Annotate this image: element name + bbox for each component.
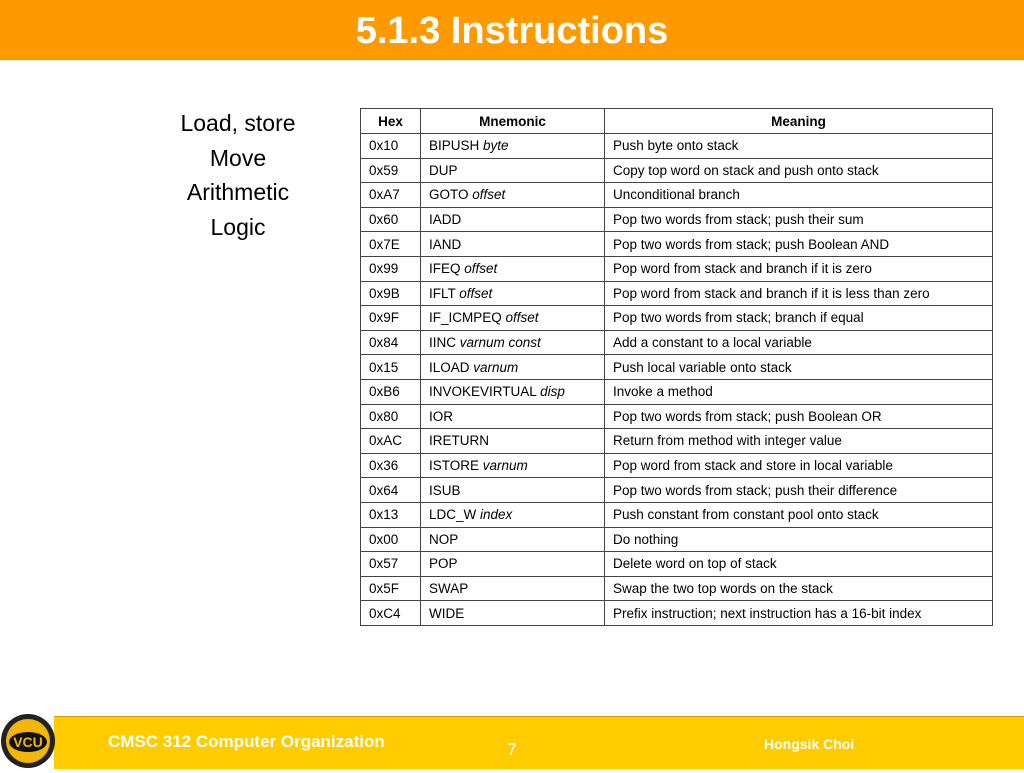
- hex-cell: 0x9F: [361, 306, 421, 331]
- meaning-cell: Pop two words from stack; push Boolean OR: [605, 404, 993, 429]
- meaning-cell: Invoke a method: [605, 379, 993, 404]
- mnemonic-text: ILOAD: [429, 359, 470, 375]
- operand-text: byte: [483, 138, 509, 154]
- hex-cell: 0xB6: [361, 379, 421, 404]
- table-row: [361, 576, 993, 601]
- mnemonic-text: INVOKEVIRTUAL: [429, 384, 537, 400]
- table-row: [361, 601, 993, 626]
- mnemonic-cell: [421, 134, 605, 159]
- mnemonic-cell: [421, 478, 605, 503]
- mnemonic-text: BIPUSH: [429, 138, 480, 154]
- column-header-mnemonic: Mnemonic: [421, 109, 605, 134]
- hex-cell: 0x59: [361, 158, 421, 183]
- mnemonic-cell: [421, 502, 605, 527]
- table-row: [361, 404, 993, 429]
- table-row: [361, 207, 993, 232]
- column-header-meaning: Meaning: [605, 109, 993, 134]
- mnemonic-text: POP: [429, 556, 458, 572]
- hex-cell: 0x5F: [361, 576, 421, 601]
- table-header-row: [361, 109, 993, 134]
- table-row: [361, 379, 993, 404]
- operand-text: varnum: [473, 359, 519, 375]
- table-row: [361, 183, 993, 208]
- meaning-cell: Pop two words from stack; branch if equal: [605, 306, 993, 331]
- hex-cell: 0x60: [361, 207, 421, 232]
- meaning-cell: Pop two words from stack; push their difference: [605, 478, 993, 503]
- hex-cell: 0x15: [361, 355, 421, 380]
- operand-text: offset: [464, 261, 498, 277]
- category-item: Load, store: [180, 110, 296, 136]
- hex-cell: 0x7E: [361, 232, 421, 257]
- hex-cell: 0x9B: [361, 281, 421, 306]
- meaning-cell: Pop two words from stack; push their sum: [605, 207, 993, 232]
- category-item: Move: [209, 144, 267, 171]
- mnemonic-cell: [421, 183, 605, 208]
- mnemonic-text: IRETURN: [429, 433, 489, 449]
- mnemonic-cell: [421, 601, 605, 626]
- mnemonic-text: WIDE: [429, 605, 465, 621]
- hex-cell: 0x64: [361, 478, 421, 503]
- operand-text: offset: [505, 310, 539, 326]
- mnemonic-cell: [421, 256, 605, 281]
- mnemonic-cell: [421, 429, 605, 454]
- meaning-cell: Copy top word on stack and push onto stack: [605, 158, 993, 183]
- mnemonic-cell: [421, 527, 605, 552]
- meaning-cell: Prefix instruction; next instruction has a 16-bit index: [605, 601, 993, 626]
- operand-text: disp: [540, 384, 565, 400]
- hex-cell: 0x57: [361, 552, 421, 577]
- hex-cell: 0xAC: [361, 429, 421, 454]
- table-row: [361, 453, 993, 478]
- meaning-cell: Add a constant to a local variable: [605, 330, 993, 355]
- hex-cell: 0x84: [361, 330, 421, 355]
- author-name: Hongsik Choi: [764, 736, 855, 752]
- mnemonic-text: IOR: [429, 408, 454, 424]
- table-row: [361, 429, 993, 454]
- operand-text: varnum const: [459, 335, 541, 351]
- hex-cell: 0x10: [361, 134, 421, 159]
- meaning-cell: Push local variable onto stack: [605, 355, 993, 380]
- slide-title: 5.1.3 Instructions: [355, 10, 669, 52]
- mnemonic-text: ISUB: [429, 482, 461, 498]
- table-body: [361, 134, 993, 626]
- meaning-cell: Pop word from stack and store in local variable: [605, 453, 993, 478]
- mnemonic-cell: [421, 576, 605, 601]
- meaning-cell: Pop word from stack and branch if it is zero: [605, 256, 993, 281]
- hex-cell: 0x36: [361, 453, 421, 478]
- mnemonic-cell: [421, 379, 605, 404]
- mnemonic-text: ISTORE: [429, 458, 480, 474]
- mnemonic-cell: [421, 552, 605, 577]
- mnemonic-cell: [421, 232, 605, 257]
- table-row: [361, 256, 993, 281]
- operand-text: index: [480, 507, 513, 523]
- mnemonic-text: IFEQ: [429, 261, 461, 277]
- mnemonic-text: GOTO: [429, 187, 469, 203]
- hex-cell: 0x00: [361, 527, 421, 552]
- mnemonic-text: IF_ICMPEQ: [429, 310, 502, 326]
- hex-cell: 0xC4: [361, 601, 421, 626]
- hex-cell: 0x99: [361, 256, 421, 281]
- table-row: [361, 232, 993, 257]
- meaning-cell: Swap the two top words on the stack: [605, 576, 993, 601]
- operand-text: varnum: [482, 458, 528, 474]
- table-row: [361, 134, 993, 159]
- table-row: [361, 478, 993, 503]
- meaning-cell: Push constant from constant pool onto stack: [605, 502, 993, 527]
- mnemonic-cell: [421, 404, 605, 429]
- table-row: [361, 158, 993, 183]
- category-item: Logic: [210, 213, 266, 240]
- table-row: [361, 355, 993, 380]
- table-row: [361, 502, 993, 527]
- mnemonic-text: IFLT: [429, 285, 456, 301]
- mnemonic-text: IADD: [429, 212, 462, 228]
- mnemonic-cell: [421, 306, 605, 331]
- mnemonic-cell: [421, 330, 605, 355]
- meaning-cell: Pop word from stack and branch if it is less than zero: [605, 281, 993, 306]
- table-row: [361, 281, 993, 306]
- meaning-cell: Do nothing: [605, 527, 993, 552]
- logo-text: VCU: [13, 734, 43, 750]
- course-name: CMSC 312 Computer Organization: [108, 732, 385, 751]
- mnemonic-cell: [421, 158, 605, 183]
- meaning-cell: Delete word on top of stack: [605, 552, 993, 577]
- mnemonic-text: DUP: [429, 162, 458, 178]
- instruction-table: [360, 108, 993, 626]
- mnemonic-cell: [421, 207, 605, 232]
- mnemonic-cell: [421, 281, 605, 306]
- meaning-cell: Pop two words from stack; push Boolean AND: [605, 232, 993, 257]
- mnemonic-text: IAND: [429, 236, 462, 252]
- table-row: [361, 330, 993, 355]
- category-list: [150, 106, 326, 244]
- hex-cell: 0x13: [361, 502, 421, 527]
- mnemonic-text: NOP: [429, 531, 459, 547]
- mnemonic-cell: [421, 453, 605, 478]
- operand-text: offset: [472, 187, 506, 203]
- hex-cell: 0xA7: [361, 183, 421, 208]
- mnemonic-text: SWAP: [429, 580, 469, 596]
- mnemonic-cell: [421, 355, 605, 380]
- table-row: [361, 306, 993, 331]
- column-header-hex: Hex: [361, 109, 421, 134]
- operand-text: offset: [459, 285, 493, 301]
- mnemonic-text: LDC_W: [429, 507, 477, 523]
- category-item: Arithmetic: [186, 179, 290, 205]
- table-row: [361, 527, 993, 552]
- page-number: 7: [507, 740, 517, 759]
- vcu-logo: [0, 713, 56, 768]
- meaning-cell: Push byte onto stack: [605, 134, 993, 159]
- table-row: [361, 552, 993, 577]
- meaning-cell: Return from method with integer value: [605, 429, 993, 454]
- meaning-cell: Unconditional branch: [605, 183, 993, 208]
- mnemonic-text: IINC: [429, 335, 456, 351]
- hex-cell: 0x80: [361, 404, 421, 429]
